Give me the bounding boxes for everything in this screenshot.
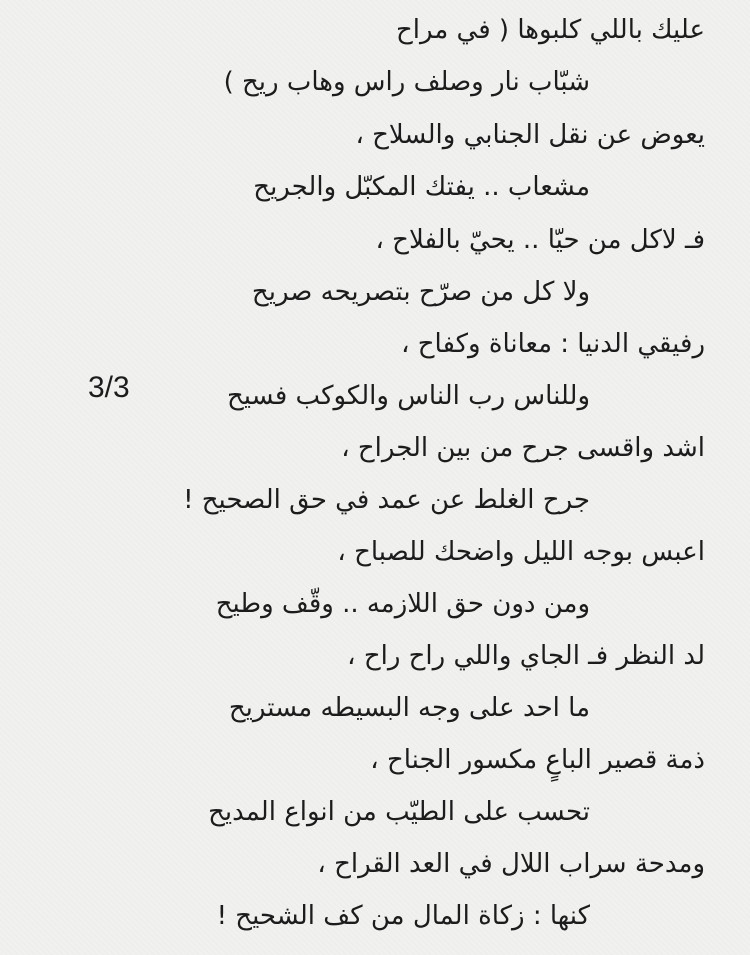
poem-line-18: كنها : زكاة المال من كف الشحيح ! bbox=[216, 901, 590, 931]
poem-line-17: ومدحة سراب اللال في العد القراح ، bbox=[317, 849, 705, 879]
poem-line-5: فـ لاكل من حيّا .. يحيّ بالفلاح ، bbox=[375, 225, 705, 255]
poem-line-12: ومن دون حق اللازمه .. وقّف وطيح bbox=[215, 589, 590, 619]
poem-line-2: شبّاب نار وصلف راس وهاب ريح ) bbox=[223, 67, 590, 97]
poem-line-4: مشعاب .. يفتك المكبّل والجريح bbox=[253, 172, 590, 202]
poem-line-13: لد النظر فـ الجاي واللي راح راح ، bbox=[347, 641, 705, 671]
poem-line-11: اعبس بوجه الليل واضحك للصباح ، bbox=[337, 537, 705, 567]
page-number: 3/3 bbox=[88, 371, 130, 404]
poem-line-9: اشد واقسى جرح من بين الجراح ، bbox=[341, 433, 705, 463]
poem-line-10: جرح الغلط عن عمد في حق الصحيح ! bbox=[183, 485, 590, 515]
poem-line-16: تحسب على الطيّب من انواع المديح bbox=[208, 797, 590, 827]
poem-line-8: وللناس رب الناس والكوكب فسيح bbox=[227, 381, 590, 411]
poem-line-7: رفيقي الدنيا : معاناة وكفاح ، bbox=[401, 329, 705, 359]
poem-line-14: ما احد على وجه البسيطه مستريح bbox=[228, 693, 590, 723]
poem-line-15: ذمة قصير الباعٍ مكسور الجناح ، bbox=[370, 745, 705, 775]
poem-line-1: عليك باللي كلبوها ( في مراح bbox=[396, 15, 705, 45]
poem-line-6: ولا كل من صرّح بتصريحه صريح bbox=[251, 277, 590, 307]
poem-line-3: يعوض عن نقل الجنابي والسلاح ، bbox=[355, 120, 705, 150]
